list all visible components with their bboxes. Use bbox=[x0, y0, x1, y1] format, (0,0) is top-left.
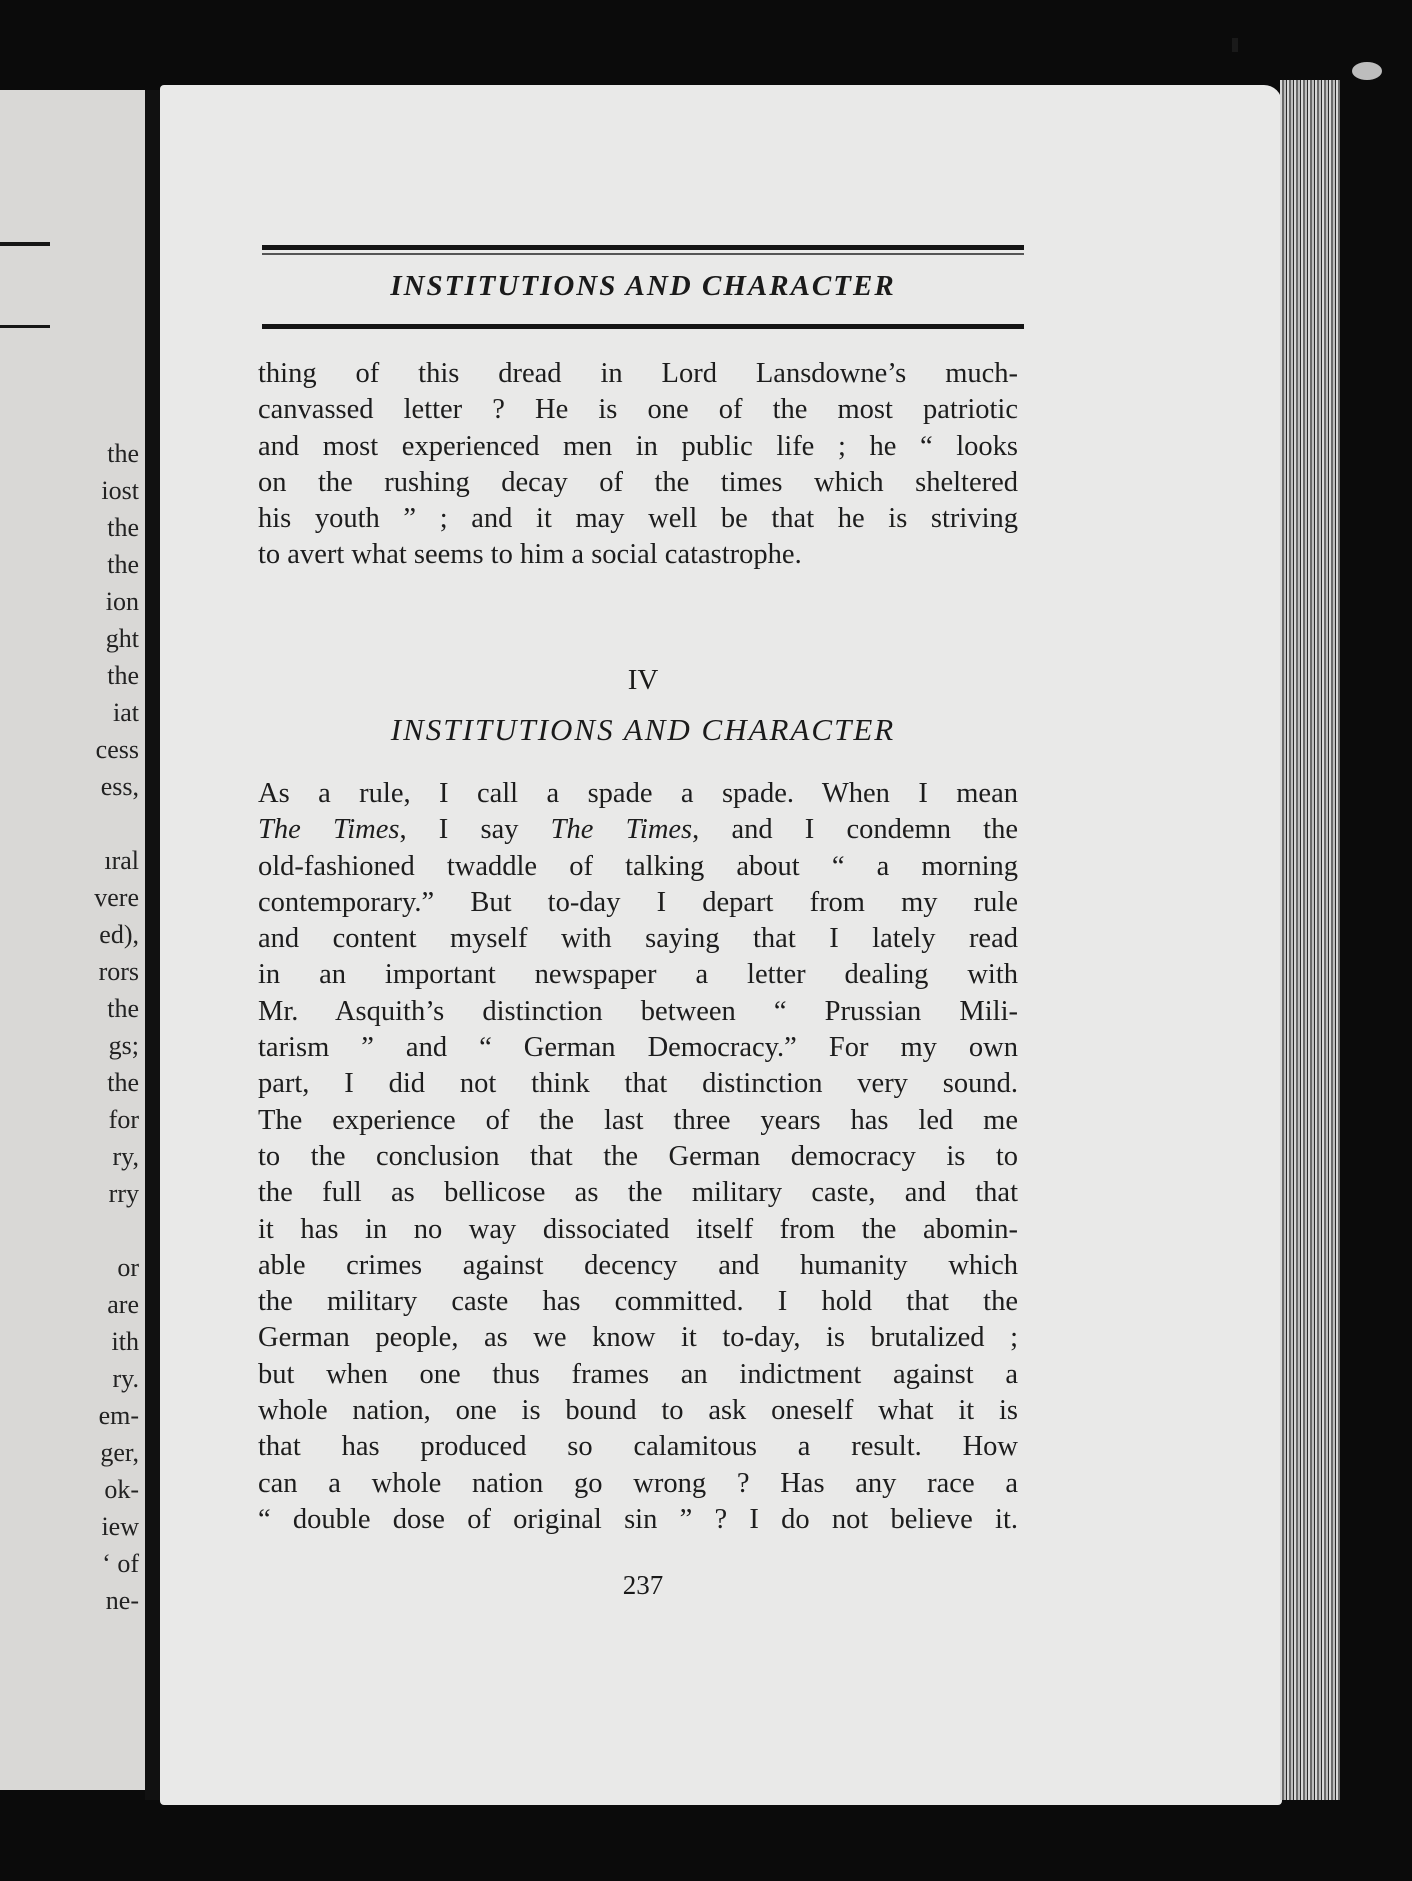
text-line: whole nation, one is bound to ask oneself what it is bbox=[258, 1395, 1018, 1427]
left-facing-page bbox=[0, 90, 145, 1790]
chapter-number: IV bbox=[627, 664, 659, 696]
left-page-fragment: or bbox=[117, 1253, 139, 1282]
text-line: part, I did not think that distinction very sound. bbox=[258, 1068, 1018, 1100]
left-page-fragment: the bbox=[107, 994, 139, 1023]
text-line: on the rushing decay of the times which sheltered bbox=[258, 466, 1018, 498]
text-line: The Times, I say The Times, and I condemn the bbox=[258, 814, 1018, 846]
text-line: the military caste has committed. I hold that the bbox=[258, 1286, 1018, 1318]
left-page-fragment: iat bbox=[113, 698, 139, 727]
chapter-paragraph bbox=[258, 776, 1018, 1538]
running-head: INSTITUTIONS AND CHARACTER bbox=[390, 270, 896, 302]
scan-speck bbox=[1352, 62, 1382, 80]
text-line: canvassed letter ? He is one of the most patriotic bbox=[258, 394, 1018, 426]
left-page-fragment: the bbox=[107, 1068, 139, 1097]
left-page-fragment: ry. bbox=[112, 1364, 139, 1393]
scan-speck bbox=[1232, 38, 1238, 52]
left-page-fragment: vere bbox=[94, 883, 139, 912]
left-page-fragment: gs; bbox=[108, 1031, 139, 1060]
left-page-fragment: ght bbox=[105, 624, 139, 653]
left-page-fragment: the bbox=[107, 513, 139, 542]
text-line: and content myself with saying that I lately read bbox=[258, 923, 1018, 955]
text-line: his youth ” ; and it may well be that he is striving bbox=[258, 503, 1018, 535]
text-line: old-fashioned twaddle of talking about “ a morning bbox=[258, 850, 1018, 882]
chapter-title: INSTITUTIONS AND CHARACTER bbox=[390, 712, 896, 747]
left-page-text-fragments bbox=[94, 435, 139, 1619]
text-line: the full as bellicose as the military caste, and that bbox=[258, 1177, 1018, 1209]
continued-paragraph bbox=[258, 356, 1018, 574]
left-page-fragment: iost bbox=[101, 476, 139, 505]
left-page-fragment: iew bbox=[101, 1512, 139, 1541]
left-page-fragment: ry, bbox=[112, 1142, 139, 1171]
left-page-fragment: rors bbox=[98, 957, 139, 986]
left-page-fragment: ger, bbox=[100, 1438, 139, 1467]
text-line: tarism ” and “ German Democracy.” For my own bbox=[258, 1032, 1018, 1064]
left-page-fragment: ed), bbox=[99, 920, 139, 949]
text-line: contemporary.” But to-day I depart from my rule bbox=[258, 886, 1018, 918]
text-line: that has produced so calamitous a result. How bbox=[258, 1431, 1018, 1463]
left-page-fragment: are bbox=[107, 1290, 139, 1319]
text-line: “ double dose of original sin ” ? I do not believe it. bbox=[258, 1503, 1018, 1535]
page-number: 237 bbox=[622, 1570, 664, 1600]
text-line: able crimes against decency and humanity which bbox=[258, 1249, 1018, 1281]
book-gutter bbox=[145, 90, 161, 1800]
left-page-fragment: cess bbox=[95, 735, 139, 764]
left-page-fragment: the bbox=[107, 439, 139, 468]
page-edges bbox=[1280, 80, 1340, 1800]
text-line: it has in no way dissociated itself from the abomin- bbox=[258, 1213, 1018, 1245]
left-page-fragment bbox=[94, 805, 139, 842]
text-line: German people, as we know it to-day, is brutalized ; bbox=[258, 1322, 1018, 1354]
left-page-fragment: ne- bbox=[105, 1586, 139, 1615]
left-page-fragment: em- bbox=[98, 1401, 139, 1430]
header-rule-top bbox=[262, 245, 1024, 250]
text-line: thing of this dread in Lord Lansdowne’s much- bbox=[258, 358, 1018, 389]
left-page-fragment: for bbox=[108, 1105, 139, 1134]
left-page-fragment: ok- bbox=[104, 1475, 139, 1504]
left-page-fragment bbox=[94, 1212, 139, 1249]
text-line: and most experienced men in public life ; he “ looks bbox=[258, 430, 1018, 462]
text-line: Mr. Asquith’s distinction between “ Prussian Mili- bbox=[258, 995, 1018, 1027]
text-line: in an important newspaper a letter dealing with bbox=[258, 959, 1018, 991]
left-page-fragment: rry bbox=[108, 1179, 139, 1208]
text-line: As a rule, I call a spade a spade. When I mean bbox=[258, 778, 1018, 809]
text-line: but when one thus frames an indictment against a bbox=[258, 1358, 1018, 1390]
text-line: to the conclusion that the German democracy is to bbox=[258, 1140, 1018, 1172]
text-line: The experience of the last three years has led me bbox=[258, 1104, 1018, 1136]
text-line: can a whole nation go wrong ? Has any race a bbox=[258, 1467, 1018, 1499]
header-rule-top-thin bbox=[262, 253, 1024, 255]
left-page-rule bbox=[0, 325, 50, 328]
left-page-fragment: the bbox=[107, 550, 139, 579]
left-page-fragment: ess, bbox=[100, 772, 139, 801]
left-page-fragment: ith bbox=[111, 1327, 139, 1356]
left-page-fragment: ‘ of bbox=[102, 1549, 139, 1578]
left-page-fragment: ion bbox=[105, 587, 139, 616]
left-page-fragment: the bbox=[107, 661, 139, 690]
text-line: to avert what seems to him a social catastrophe. bbox=[258, 539, 802, 571]
header-rule-bottom bbox=[262, 324, 1024, 329]
left-page-rule bbox=[0, 242, 50, 246]
left-page-fragment: ıral bbox=[104, 846, 139, 875]
